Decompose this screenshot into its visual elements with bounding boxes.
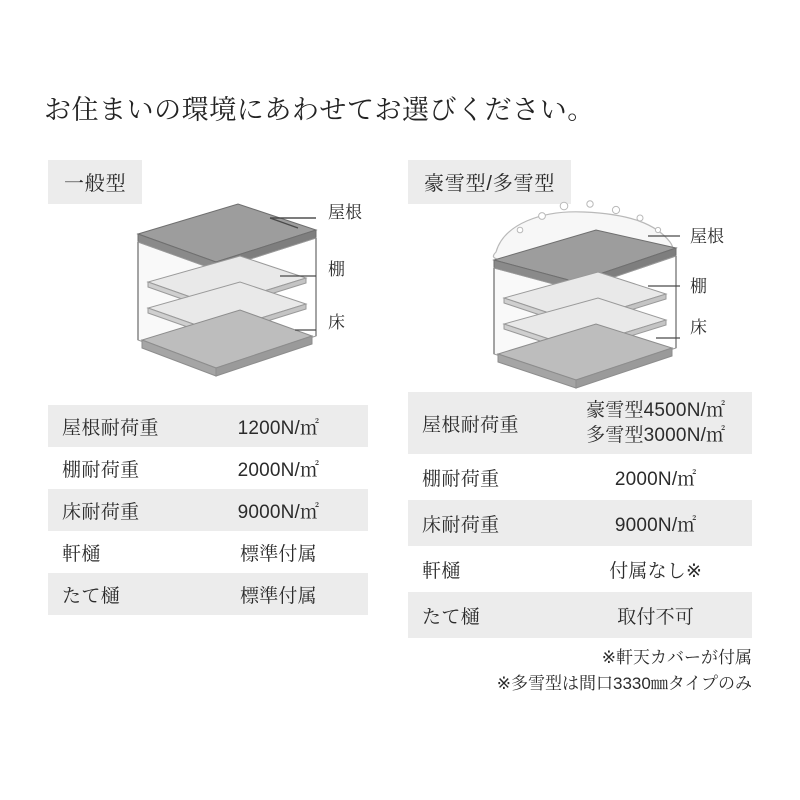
- spec-value: [559, 392, 752, 454]
- spec-value: 9000N/㎡: [189, 489, 368, 531]
- spec-label: たて樋: [408, 592, 559, 638]
- spec-value: 1200N/㎡: [189, 405, 368, 447]
- spec-label: 棚耐荷重: [408, 454, 559, 500]
- spec-value-line1: 豪雪型4500N/㎡: [586, 399, 726, 421]
- spec-value: 取付不可: [559, 592, 752, 638]
- page-title: お住まいの環境にあわせてお選びください。: [44, 95, 595, 125]
- callout-general-shelf: 棚: [328, 260, 345, 279]
- spec-value: 2000N/㎡: [189, 447, 368, 489]
- footnotes: [408, 645, 752, 698]
- spec-label: たて樋: [48, 573, 189, 615]
- spec-value: 付属なし※: [559, 546, 752, 592]
- section-heading-general: 一般型: [48, 160, 142, 204]
- spec-label: 屋根耐荷重: [48, 405, 189, 447]
- spec-label: 床耐荷重: [408, 500, 559, 546]
- table-row: [408, 454, 752, 500]
- spec-value-line2: 多雪型3000N/㎡: [586, 425, 726, 446]
- table-row: [48, 573, 368, 615]
- table-row: [408, 500, 752, 546]
- footnote-1: ※軒天カバーが付属: [601, 648, 752, 667]
- callout-snow-shelf: 棚: [690, 277, 707, 296]
- spec-label: 棚耐荷重: [48, 447, 189, 489]
- footnote-2: ※多雪型は間口3330㎜タイプのみ: [496, 674, 752, 694]
- table-row: [48, 405, 368, 447]
- callout-general-floor: 床: [328, 313, 345, 332]
- illustration-snow-type: [480, 190, 760, 385]
- table-row: [408, 592, 752, 638]
- spec-table-general: [48, 405, 368, 615]
- spec-value: 2000N/㎡: [559, 454, 752, 500]
- table-row: [48, 447, 368, 489]
- callout-general-roof: 屋根: [328, 203, 362, 222]
- spec-value: 標準付属: [189, 531, 368, 573]
- spec-label: 軒樋: [408, 546, 559, 592]
- table-row: [48, 531, 368, 573]
- table-row: [408, 546, 752, 592]
- table-row: [48, 489, 368, 531]
- callout-snow-floor: 床: [690, 318, 707, 337]
- spec-label: 軒樋: [48, 531, 189, 573]
- spec-label: 屋根耐荷重: [408, 392, 559, 454]
- spec-value: 標準付属: [189, 573, 368, 615]
- spec-label: 床耐荷重: [48, 489, 189, 531]
- callout-snow-roof: 屋根: [690, 227, 724, 246]
- spec-value: 9000N/㎡: [559, 500, 752, 546]
- section-heading-snow: 豪雪型/多雪型: [408, 160, 571, 204]
- spec-table-snow: [408, 392, 752, 638]
- table-row: [408, 392, 752, 454]
